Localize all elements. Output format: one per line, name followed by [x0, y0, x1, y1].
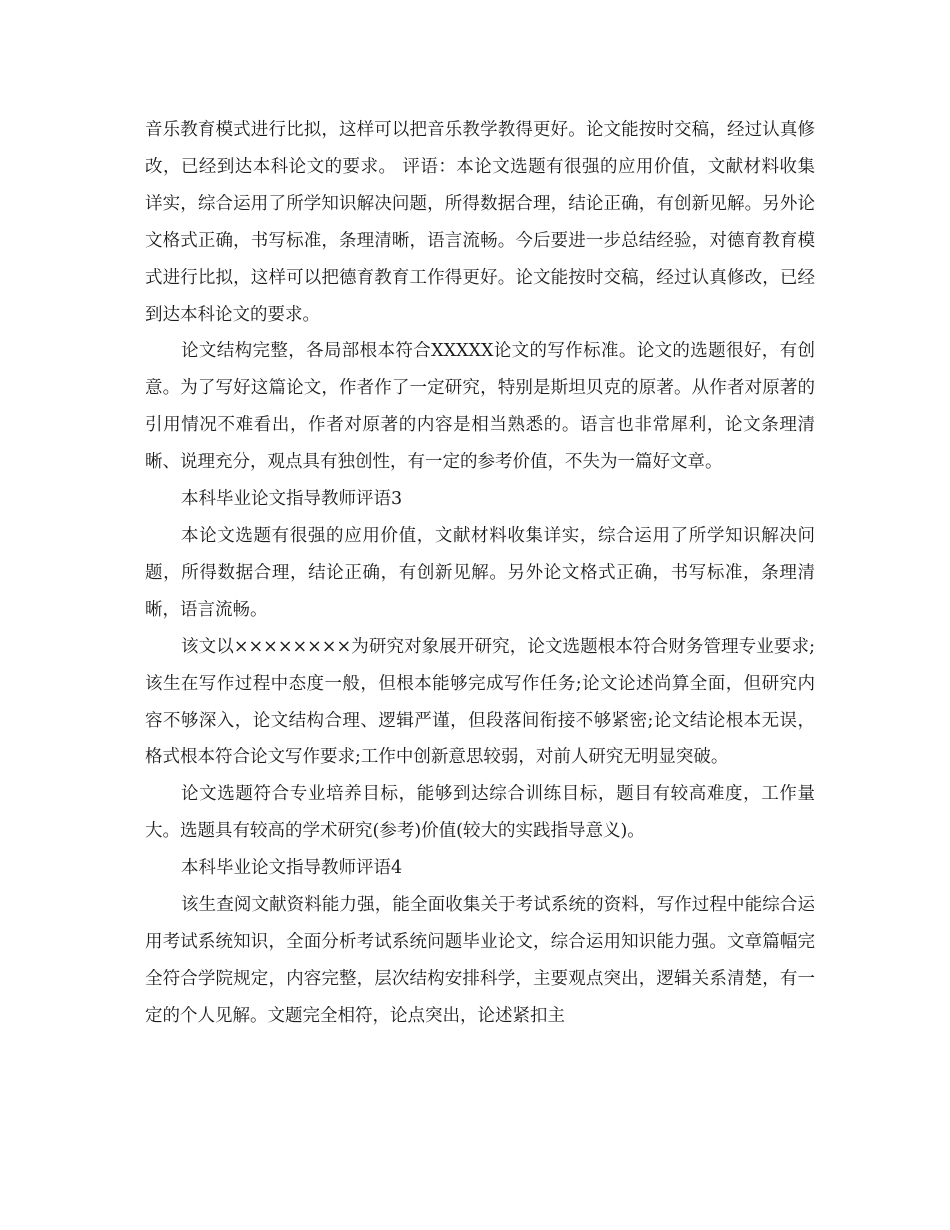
paragraph-review-3c: 论文选题符合专业培养目标，能够到达综合训练目标，题目有较高难度，工作量大。选题具有较高的学术研究(参考)价值(较大的实践指导意义)。: [145, 784, 815, 842]
document-body: [145, 112, 815, 1035]
paragraph-review-3b: 该文以××××××××为研究对象展开研究，论文选题根本符合财务管理专业要求;该生在写作过程中态度一般，但根本能够完成写作任务;论文论述尚算全面，但研究内容不够深入，论文结构合理、逻辑严谨，但段落间衔接不够紧密;论文结论根本无误，格式根本符合论文写作要求;工作中创新意思较弱，对前人研究无明显突破。: [145, 636, 815, 768]
paragraph-structure-review: 论文结构完整，各局部根本符合XXXXX论文的写作标准。论文的选题很好，有创意。为了写好这篇论文，作者作了一定研究，特别是斯坦贝克的原著。从作者对原著的引用情况不难看出，作者对原著的内容是相当熟悉的。语言也非常犀利，论文条理清晰、说理充分，观点具有独创性，有一定的参考价值，不失为一篇好文章。: [145, 341, 815, 473]
paragraph-continued-review: 音乐教育模式进行比拟，这样可以把音乐教学教得更好。论文能按时交稿，经过认真修改，已经到达本科论文的要求。 评语：本论文选题有很强的应用价值，文献材料收集详实，综合运用了所学知识解决问题，所得数据合理，结论正确，有创新见解。另外论文格式正确，书写标准，条理清晰，语言流畅。今后要进一步总结经验，对德育教育模式进行比拟，这样可以把德育教育工作得更好。论文能按时交稿，经过认真修改，已经到达本科论文的要求。: [145, 120, 815, 325]
section-heading-review-4: 本科毕业论文指导教师评语4: [181, 858, 403, 879]
paragraph-review-4a: 该生查阅文献资料能力强，能全面收集关于考试系统的资料，写作过程中能综合运用考试系统知识，全面分析考试系统问题毕业论文，综合运用知识能力强。文章篇幅完全符合学院规定，内容完整，层次结构安排科学，主要观点突出，逻辑关系清楚，有一定的个人见解。文题完全相符，论点突出，论述紧扣主: [145, 895, 815, 1026]
section-heading-review-3: 本科毕业论文指导教师评语3: [181, 489, 403, 510]
paragraph-review-3a: 本论文选题有很强的应用价值，文献材料收集详实，综合运用了所学知识解决问题，所得数据合理，结论正确，有创新见解。另外论文格式正确，书写标准，条理清晰，语言流畅。: [145, 525, 815, 620]
